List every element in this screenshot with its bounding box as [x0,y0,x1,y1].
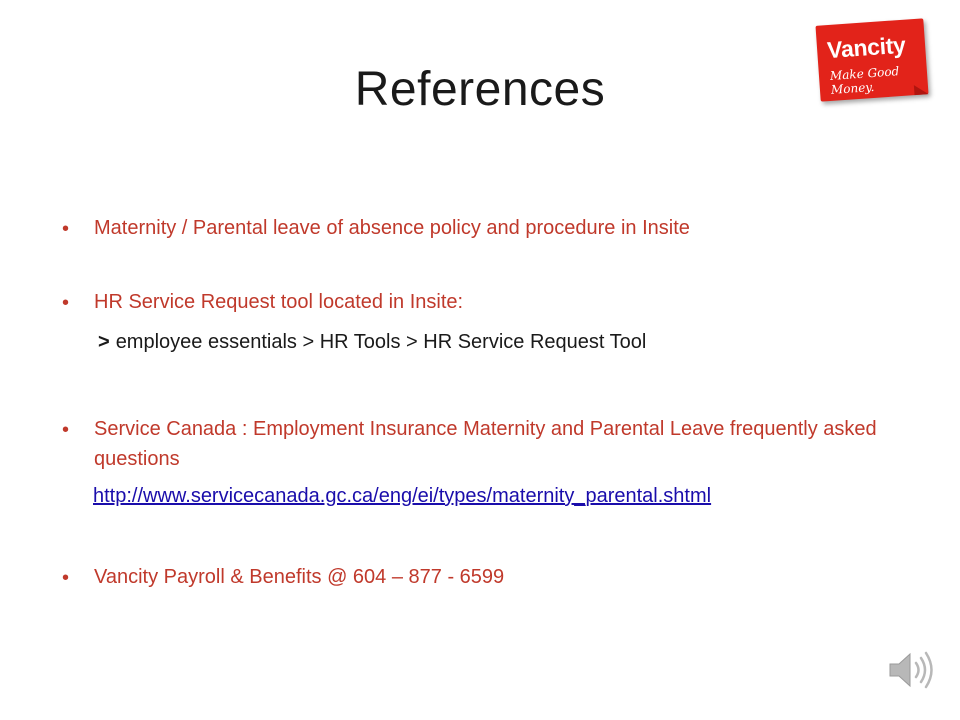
bullet-item-payroll: Vancity Payroll & Benefits @ 604 – 877 - 6599 [94,566,505,588]
vancity-logo [815,18,928,101]
slide-title: References [354,63,606,116]
path-text: employee essentials > HR Tools > HR Service Request Tool [115,331,647,353]
service-canada-link[interactable]: http://www.servicecanada.gc.ca/eng/ei/types/maternity_parental.shtml [93,485,712,507]
navigation-path [98,331,646,354]
bullet-item-service-canada: Service Canada : Employment Insurance Maternity and Parental Leave frequently asked questions [94,418,877,470]
bullet-marker: • [62,218,70,240]
logo-name: Vancity [826,31,907,64]
speaker-icon[interactable] [886,648,938,692]
bullet-item-hr-tool: HR Service Request tool located in Insite: [94,291,464,313]
path-marker: > [98,331,110,353]
bullet-marker: • [62,419,70,441]
logo-tagline: Make Good Money. [829,64,900,97]
bullet-item-policy: Maternity / Parental leave of absence policy and procedure in Insite [94,217,690,239]
bullet-marker: • [62,567,70,589]
bullet-marker: • [62,292,70,314]
